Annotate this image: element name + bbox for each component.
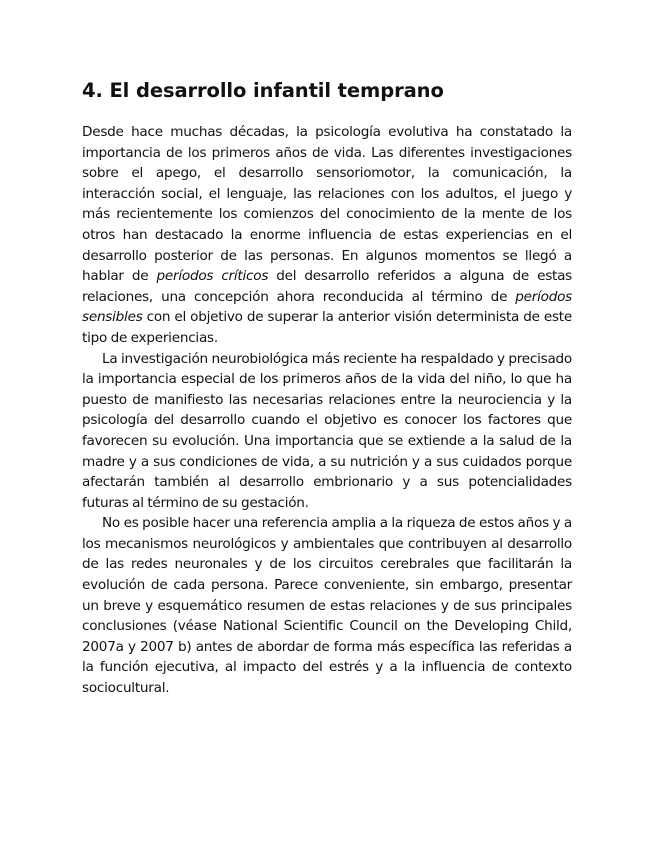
paragraph-2: La investigación neurobiológica más reciente ha respaldado y precisado la importancia especial de los primeros años de la vida del niño, lo que ha puesto de manifiesto las necesarias relaciones entre la neurociencia y la psicología del desarrollo cuando el objetivo es conocer los factores que favorecen su evolución. Una importancia que se extiende a la salud de la madre y a sus condiciones de vida, a su nutrición y a sus cuidados porque afectarán también al desarrollo embrionario y a sus potencialidades futuras al término de su gestación. [82, 350, 572, 511]
term-periodos-criticos: períodos críticos [156, 268, 269, 285]
body-text [82, 122, 572, 699]
paragraph-1-part-2: del desarrollo referidos a alguna de estas relaciones, una concepción ahora reconducida al término de [82, 268, 573, 305]
paragraph-3: No es posible hacer una referencia amplia a la riqueza de estos años y a los mecanismos neurológicos y ambientales que contribuyen al desarrollo de las redes neuronales y de los circuitos cerebrales que facilitarán la evolución de cada persona. Parece conveniente, sin embargo, presentar un breve y esquemático resumen de estas relaciones y de sus principales conclusiones (véase National Scientific Council on the Developing Child, 2007a y 2007 b) antes de abordar de forma más específica las referidas a la función ejecutiva, al impacto del estrés y a la influencia de contexto sociocultural. [82, 515, 572, 697]
paragraph-1-part-3: con el objetivo de superar la anterior visión determinista de este tipo de experiencias. [82, 309, 572, 346]
term-periodos-sensibles: períodos sensibles [82, 288, 572, 326]
paragraph-1 [82, 122, 572, 349]
section-heading: 4. El desarrollo infantil temprano [82, 79, 444, 102]
paragraph-1-part-1: Desde hace muchas décadas, la psicología evolutiva ha constatado la importancia de los primeros años de vida. Las diferentes investigaciones sobre el apego, el desarrollo sensoriomotor, la comunicación, la interacción social, el lenguaje, las relaciones con los adultos, el juego y más recientemente los comienzos del conocimiento de la mente de los otros han destacado la enorme influencia de estas experiencias en el desarrollo posterior de las personas. En algunos momentos se llegó a hablar de [82, 124, 572, 285]
